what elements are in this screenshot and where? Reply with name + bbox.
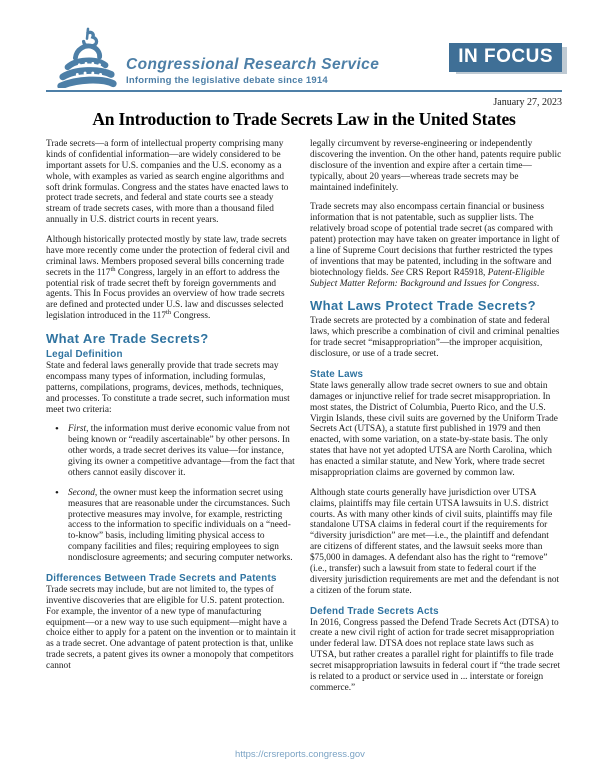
subheading-differences-trade-secrets-patents: Differences Between Trade Secrets and Patents	[46, 572, 277, 584]
criteria-list	[46, 424, 298, 564]
ordinal-superscript: th	[110, 265, 116, 273]
in-focus-badge: IN FOCUS	[449, 43, 562, 72]
report-title-reference: Patent-Eligible Subject Matter Reform: Background and Issues for Congress	[310, 267, 545, 289]
subheading-state-laws: State Laws	[310, 368, 364, 380]
bullet-item	[46, 424, 298, 478]
org-name: Congressional Research Service	[126, 55, 380, 73]
text-segment: Congress.	[171, 311, 211, 322]
bullet-text: , the information must derive economic value from not being known or “readily ascertainable” by other persons. In other words, a trade secret derives its value—for instance, giving its owner a competitive advantage—from the fact that others cannot easily discover it.	[68, 424, 295, 478]
paragraph: Trade secrets are protected by a combination of state and federal laws, which prescribe a combination of civil and criminal penalties for trade secret “misappropriation”—the improper acquisition, disclosure, or use of a trade secret.	[310, 316, 560, 359]
bullet-lead: Second	[68, 487, 95, 498]
text-segment: .	[536, 278, 540, 289]
section-heading-what-laws-protect: What Laws Protect Trade Secrets?	[310, 298, 536, 314]
bullet-item	[46, 488, 298, 564]
paragraph: Trade secrets may include, but are not limited to, the types of inventive discoveries that are eligible for U.S. patent protection. For example, the inventor of a new type of manufacturing equipment—or a new way to use such equipment—might have a choice either to apply for a patent on the invention or to maintain it as a trade secret. One advantage of patent protection is that, unlike trade secrets, a patent gives its owner a monopoly that competitors cannot	[46, 584, 296, 671]
document-header	[46, 24, 562, 88]
subheading-defend-trade-secrets-acts: Defend Trade Secrets Acts	[310, 605, 439, 617]
paragraph: In 2016, Congress passed the Defend Trade Secrets Act (DTSA) to create a new civil right of action for trade secret misappropriation under federal law. DTSA does not replace state laws such as UTSA, but rather creates a parallel right for plaintiffs to file trade secret misappropriation lawsuits in federal court if “the trade secret is related to a product or service used in ... interstate or foreign commerce.”	[310, 617, 561, 693]
text-segment: Although historically protected mostly by state law, trade secrets have more recently come under the protection of federal civil and criminal laws. Members proposed several bills concerning trade secrets in the 117	[46, 235, 290, 278]
section-heading-what-are-trade-secrets: What Are Trade Secrets?	[46, 331, 209, 346]
bullet-lead: First	[68, 424, 87, 435]
ordinal-superscript: th	[165, 309, 172, 317]
subheading-legal-definition: Legal Definition	[46, 349, 123, 360]
paragraph: legally circumvent by reverse-engineering or independently discovering the invention. On the other hand, patents require public disclosure of the invention and expire after a certain time—typically, about 20 years—whereas trade secrets may be maintained indefinitely.	[310, 139, 562, 193]
bullet-text: , the owner must keep the information secret using measures that are reasonable under the circumstances. Such protective measures may involve, for example, restricting access to the information to specific individuals on a “need-to-know” basis, including limiting physical access to company facilities and files; requiring employees to sign nondisclosure agreements; and securing computer networks.	[68, 487, 293, 563]
capitol-dome-icon	[56, 26, 118, 88]
left-column	[46, 139, 298, 703]
paragraph	[310, 202, 562, 289]
text-segment: CRS Report R45918,	[403, 267, 488, 278]
org-tagline: Informing the legislative debate since 1914	[126, 75, 328, 86]
paragraph: State laws generally allow trade secret owners to sue and obtain damages or injunctive relief for trade secret misappropriation. In most states, the District of Columbia, Puerto Rico, and the U.S. Virgin Islands, these civil suits are governed by the Uniform Trade Secrets Act (UTSA), a statute first published in 1979 and then enacted, with some variation, on a state-by-state basis. The only states that have not yet adopted UTSA are North Carolina, which has enacted a similar statute, and New York, where trade secret misappropriation claims are governed by common law.	[310, 380, 558, 478]
document-footer	[0, 744, 600, 762]
paragraph: Although state courts generally have jurisdiction over UTSA claims, plaintiffs may file certain UTSA lawsuits in U.S. district courts. As with many other kinds of civil suits, plaintiffs may file standalone UTSA claims in federal court if the requirements for “diversity jurisdiction” are met—i.e., the plaintiff and defendant are citizens of different states, and the lawsuit seeks more than $75,000 in damages. A defendant also has the right to “remove” (i.e., transfer) such a lawsuit from state to federal court if the diversity jurisdiction requirements are met and the defendant is not a citizen of the forum state.	[310, 487, 560, 596]
text-segment: Trade secrets may also encompass certain financial or business information that is not patentable, such as supplier lists. The relatively broad scope of potential trade secret (as compared with patent) protection may have taken on greater importance in light of a line of Supreme Court decisions that further restricted the types of inventions that may be patented, including in the software and biotechnology fields.	[310, 202, 560, 278]
paragraph	[46, 235, 298, 322]
text-segment: Congress, largely in an effort to address the potential risk of trade secret theft by foreign governments and agents. This In Focus provides an overview of how trade secrets are defined and protected under U.S. law and discusses selected legislation introduced in the 117	[46, 267, 285, 322]
document-title: An Introduction to Trade Secrets Law in the United States	[92, 109, 516, 129]
header-rule	[46, 90, 562, 92]
see-reference: See	[390, 267, 404, 278]
brand-text	[126, 57, 379, 88]
crs-brand	[56, 26, 379, 88]
right-column	[310, 139, 562, 703]
body-columns	[46, 139, 562, 703]
footer-url[interactable]: https://crsreports.congress.gov	[235, 749, 365, 760]
paragraph: Trade secrets—a form of intellectual property comprising many kinds of confidential information—are widely considered to be important assets for U.S. companies and the U.S. economy as a whole, with examples as varied as search engine algorithms and soft drink formulas. Congress and the states have enacted laws to protect trade secrets, and federal and state courts see a steady stream of trade secrets cases, with more than a thousand filed annually in U.S. district courts in recent years.	[46, 139, 289, 226]
paragraph: State and federal laws generally provide that trade secrets may encompass many types of information, including formulas, patterns, compilations, programs, devices, methods, techniques, and processes. To constitute a trade secret, such information must meet two criteria:	[46, 361, 290, 415]
document-date: January 27, 2023	[493, 97, 562, 108]
